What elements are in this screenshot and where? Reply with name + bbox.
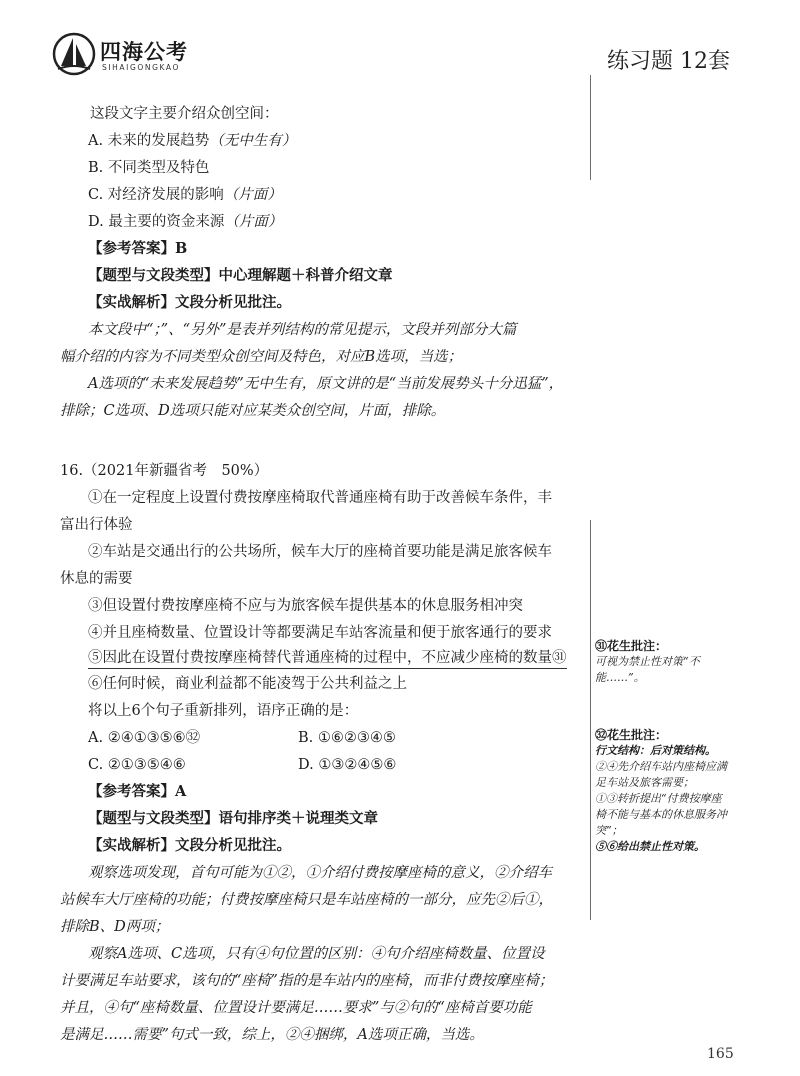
- option-b: [88, 158, 209, 178]
- answer-label: 【参考答案】A: [88, 783, 187, 800]
- option-note: （片面）: [224, 214, 283, 230]
- margin-note: [595, 727, 755, 855]
- analysis-line: 本文段中“；”、“另外”是表并列结构的常见提示，文段并列部分大篇: [88, 322, 517, 338]
- margin-note: [595, 638, 755, 686]
- note-heading: ㉛花生批注：: [595, 639, 668, 653]
- analysis-line: 观察A选项、C选项，只有④句位置的区别：④句介绍座椅数量、位置设: [88, 946, 545, 962]
- analysis-line: 站候车大厅座椅的功能；付费按摩座椅只是车站座椅的一部分，应先②后①，: [60, 892, 553, 908]
- option-c: [88, 185, 282, 205]
- note-line: 可视为禁止性对策“不: [595, 655, 700, 668]
- note-line: 突”；: [595, 824, 623, 837]
- analysis-line: 排除B、D两项；: [60, 919, 170, 935]
- publisher-logo: [52, 32, 202, 80]
- sailboat-logo-icon: [52, 32, 96, 76]
- type-label: 【题型与文段类型】语句排序类＋说理类文章: [88, 810, 378, 827]
- option-label: B. 不同类型及特色: [88, 160, 210, 176]
- note-line: ②④先介绍车站内座椅应满: [595, 760, 727, 773]
- margin-divider: [590, 520, 591, 920]
- book-title: 练习题 12套: [607, 49, 730, 74]
- note-line: 行文结构：后对策结构。: [595, 744, 716, 757]
- option-note: （片面）: [223, 187, 282, 203]
- option-label: D. 最主要的资金来源: [88, 214, 225, 230]
- sentence: ③但设置付费按摩座椅不应与为旅客候车提供基本的休息服务相冲突: [88, 598, 523, 614]
- sentence: ②车站是交通出行的公共场所，候车大厅的座椅首要功能是满足旅客候车: [88, 544, 552, 560]
- analysis-label: 【实战解析】文段分析见批注。: [88, 837, 291, 854]
- question-stem: 这段文字主要介绍众创空间：: [90, 106, 279, 122]
- analysis-line: 是满足……需要”句式一致，综上，②④捆绑，A选项正确，当选。: [60, 1027, 484, 1043]
- option-c: C. ②①③⑤④⑥: [88, 757, 186, 773]
- type-label: 【题型与文段类型】中心理解题＋科普介绍文章: [88, 267, 393, 284]
- answer-label: 【参考答案】B: [88, 240, 188, 257]
- option-a: [88, 131, 296, 151]
- analysis-line: 并且，④句“座椅数量、位置设计要满足……要求”与②句的“座椅首要功能: [60, 1000, 532, 1016]
- option-a: A. ②④①③⑤⑥㉜: [88, 730, 201, 746]
- analysis-line: A选项的“未来发展趋势”无中生有，原文讲的是“当前发展势头十分迅猛”，: [88, 376, 564, 392]
- analysis-label: 【实战解析】文段分析见批注。: [88, 294, 291, 311]
- sentence: ⑥任何时候，商业利益都不能凌驾于公共利益之上: [88, 676, 407, 692]
- sentence: 富出行体验: [60, 517, 133, 533]
- option-note: （无中生有）: [209, 133, 297, 149]
- note-heading: ㉜花生批注：: [595, 728, 668, 742]
- analysis-line: 幅介绍的内容为不同类型众创空间及特色，对应B选项，当选；: [60, 349, 463, 365]
- sentence: ④并且座椅数量、位置设计等都要满足车站客流量和便于旅客通行的要求: [88, 625, 552, 641]
- note-line: 椅不能与基本的休息服务冲: [595, 808, 727, 821]
- logo-chinese-text: 四海公考: [100, 40, 188, 64]
- note-line: ⑤⑥给出禁止性对策。: [595, 840, 705, 853]
- sentence: 休息的需要: [60, 571, 133, 587]
- question-prompt: 将以上6个句子重新排列，语序正确的是：: [88, 703, 359, 719]
- analysis-line: 计要满足车站要求，该句的“座椅”指的是车站内的座椅，而非付费按摩座椅；: [60, 973, 554, 989]
- option-label: C. 对经济发展的影响: [88, 187, 224, 203]
- logo-english-text: SIHAIGONGKAO: [102, 63, 180, 72]
- option-label: A. 未来的发展趋势: [88, 133, 210, 149]
- question-title: 16.（2021年新疆省考 50%）: [60, 463, 269, 479]
- option-d: [88, 212, 282, 232]
- margin-divider: [590, 75, 591, 180]
- page-number: 165: [707, 1046, 734, 1062]
- sentence: ①在一定程度上设置付费按摩座椅取代普通座椅有助于改善候车条件，丰: [88, 490, 552, 506]
- note-line: 能……”。: [595, 671, 645, 684]
- analysis-line: 观察选项发现，首句可能为①②，①介绍付费按摩座椅的意义，②介绍车: [88, 865, 552, 881]
- analysis-line: 排除；C选项、D选项只能对应某类众创空间，片面，排除。: [60, 403, 446, 419]
- option-d: D. ①③②④⑤⑥: [298, 757, 397, 773]
- sentence: ⑤因此在设置付费按摩座椅替代普通座椅的过程中，不应减少座椅的数量㉛: [88, 648, 567, 669]
- option-b: B. ①⑥②③④⑤: [298, 730, 396, 746]
- note-line: 足车站及旅客需要；: [595, 776, 694, 789]
- note-line: ①③转折提出“付费按摩座: [595, 792, 722, 805]
